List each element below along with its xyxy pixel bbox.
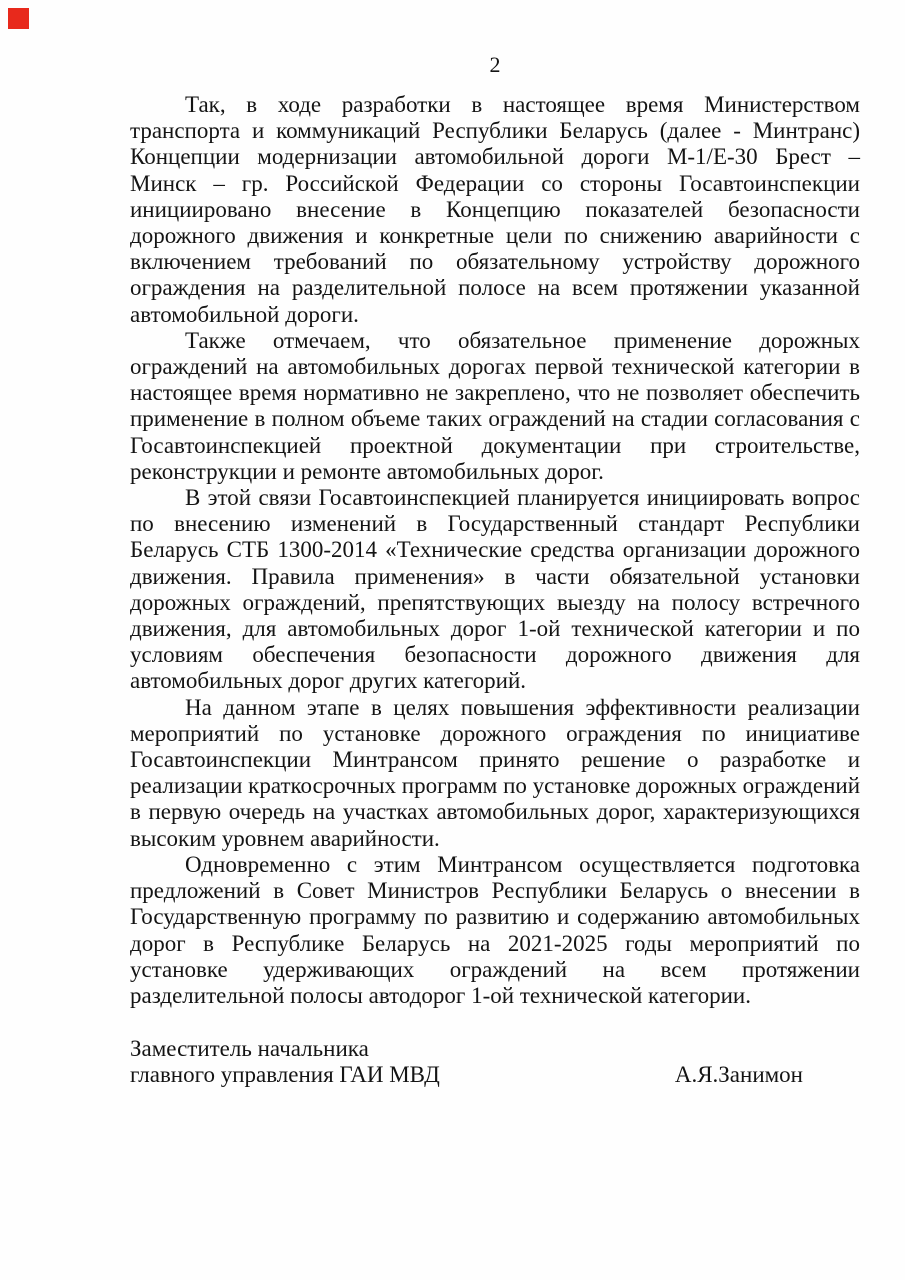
signer-position-line1: Заместитель начальника bbox=[130, 1036, 369, 1061]
page-number: 2 bbox=[489, 52, 501, 77]
paragraph: Также отмечаем, что обязательное применение дорожных ограждений на автомобильных дорогах первой технической категории в настоящее время нормативно не закреплено, что не позволяет обеспечить применение в полном объеме таких ограждений на стадии согласования с Госавтоинспекцией проектной документации при строительстве, реконструкции и ремонте автомобильных дорог. bbox=[130, 327, 860, 484]
signer-name: А.Я.Занимон bbox=[674, 1062, 803, 1088]
signature-block bbox=[130, 1036, 860, 1088]
paragraph: На данном этапе в целях повышения эффективности реализации мероприятий по установке дорожного ограждения по инициативе Госавтоинспекции Минтрансом принято решение о разработке и реализации краткосрочных программ по установке дорожных ограждений в первую очередь на участках автомобильных дорог, характеризующихся высоким уровнем аварийности. bbox=[130, 694, 861, 851]
paragraph: Одновременно с этим Минтрансом осуществляется подготовка предложений в Совет Министров Республики Беларусь о внесении в Государственную программу по развитию и содержанию автомобильных дорог в Республике Беларусь на 2021-2025 годы мероприятий по установке удерживающих ограждений на всем протяжении разделительной полосы автодорог 1-ой технической категории. bbox=[130, 851, 860, 1008]
page-content bbox=[130, 0, 860, 1009]
red-corner-marker bbox=[8, 8, 29, 29]
paragraph: Так, в ходе разработки в настоящее время Министерством транспорта и коммуникаций Республики Беларусь (далее - Минтранс) Концепции модернизации автомобильной дороги М-1/Е-30 Брест – Минск – гр. Российской Федерации со стороны Госавтоинспекции инициировано внесение в Концепцию показателей безопасности дорожного движения и конкретные цели по снижению аварийности с включением требований по обязательному устройству дорожного ограждения на разделительной полосе на всем протяжении указанной автомобильной дороги. bbox=[130, 92, 860, 327]
paragraph: В этой связи Госавтоинспекцией планируется инициировать вопрос по внесению изменений в Государственный стандарт Республики Беларусь СТБ 1300-2014 «Технические средства организации дорожного движения. Правила применения» в части обязательной установки дорожных ограждений, препятствующих выезду на полосу встречного движения, для автомобильных дорог 1-ой технической категории и по условиям обеспечения безопасности дорожного движения для автомобильных дорог других категорий. bbox=[130, 485, 860, 694]
signature-row bbox=[130, 1062, 860, 1088]
letter-body bbox=[130, 92, 860, 1009]
signer-position-line2: главного управления ГАИ МВД bbox=[130, 1062, 440, 1088]
